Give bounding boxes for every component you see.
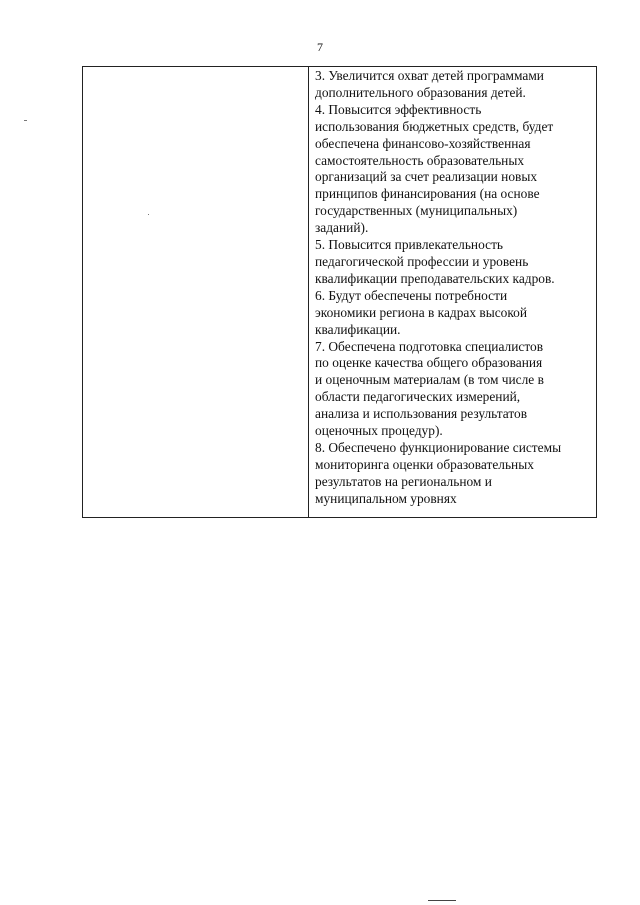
text-line: анализа и использования результатов xyxy=(315,406,528,422)
text-line: области педагогических измерений, xyxy=(315,389,521,405)
text-line: педагогической профессии и уровень xyxy=(315,253,529,269)
text-line: самостоятельность образовательных xyxy=(315,152,525,168)
scan-mark xyxy=(428,900,456,901)
text-line: 7. Обеспечена подготовка специалистов xyxy=(315,338,544,354)
text-line: экономики региона в кадрах высокой xyxy=(315,304,528,320)
table-cell-right xyxy=(309,67,596,517)
text-line: и оценочным материалам (в том числе в xyxy=(315,372,544,388)
text-line: по оценке качества общего образования xyxy=(315,355,543,371)
document-table xyxy=(82,66,597,518)
text-line: организаций за счет реализации новых xyxy=(315,169,538,185)
text-line: принципов финансирования (на основе xyxy=(315,186,540,202)
text-line: мониторинга оценки образовательных xyxy=(315,456,534,472)
text-line: результатов на региональном и xyxy=(315,473,492,489)
text-line: государственных (муниципальных) xyxy=(315,203,518,219)
page-number: 7 xyxy=(317,40,323,54)
text-line: заданий). xyxy=(315,220,369,236)
text-line: 8. Обеспечено функционирование системы xyxy=(315,439,562,455)
text-line: квалификации. xyxy=(315,321,401,337)
text-line: квалификации преподавательских кадров. xyxy=(315,270,555,286)
text-line: обеспечена финансово-хозяйственная xyxy=(315,135,531,151)
table-cell-left xyxy=(83,67,309,517)
text-line: муниципальном уровнях xyxy=(315,490,457,506)
text-line: оценочных процедур). xyxy=(315,423,443,439)
text-line: использования бюджетных средств, будет xyxy=(315,118,554,134)
text-line: 3. Увеличится охват детей программами xyxy=(315,68,544,83)
text-line: 5. Повысится привлекательность xyxy=(315,237,504,253)
text-line: 4. Повысится эффективность xyxy=(315,101,482,117)
scan-speck xyxy=(24,120,27,121)
text-line: дополнительного образования детей. xyxy=(315,84,526,100)
text-line: 6. Будут обеспечены потребности xyxy=(315,287,508,303)
